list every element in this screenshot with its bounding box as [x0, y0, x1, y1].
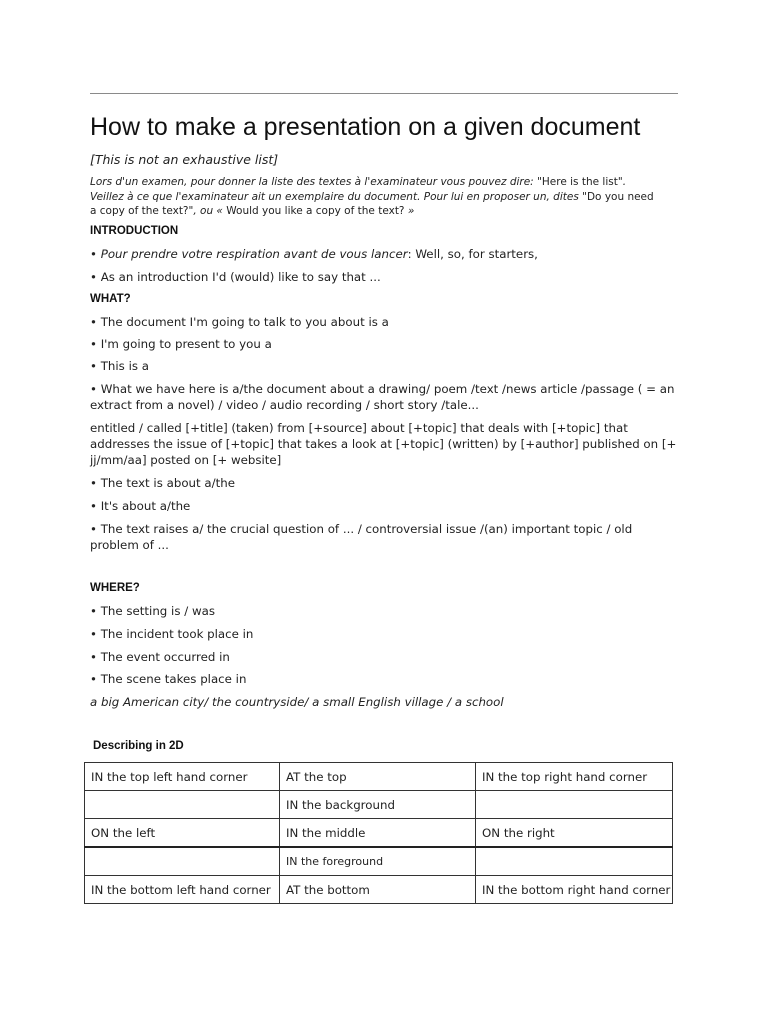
note: [This is not an exhaustive list] [90, 152, 279, 167]
intro-fr-part2: "Here is the list" [537, 176, 623, 188]
table-row [85, 819, 673, 848]
table-cell: IN the top right hand corner [476, 763, 673, 791]
intro-item-2: • As an introduction I'd (would) like to say that ... [90, 270, 381, 284]
table-cell: IN the top left hand corner [85, 763, 280, 791]
table-row [85, 876, 673, 904]
what-item-2: • I'm going to present to you a [90, 337, 272, 351]
table-cell [85, 791, 280, 819]
intro-paragraph-fr [90, 175, 660, 219]
intro-fr-part4: "Do you need a copy of the text?" [90, 190, 654, 217]
table-cell [476, 847, 673, 876]
table-row [85, 763, 673, 791]
what-item-1: • The document I'm going to talk to you about is a [90, 315, 389, 329]
intro-fr-part6: Would you like a copy of the text? [226, 205, 405, 217]
intro-fr-part1: Lors d'un examen, pour donner la liste des textes à l'examinateur vous pouvez dire: [90, 176, 538, 188]
table-cell [85, 847, 280, 876]
table-cell: IN the bottom left hand corner [85, 876, 280, 904]
table-row [85, 847, 673, 876]
table-cell: AT the top [280, 763, 476, 791]
table-title: Describing in 2D [93, 740, 184, 752]
table-cell: IN the background [280, 791, 476, 819]
heading-what: WHAT? [90, 293, 131, 305]
table-cell: AT the bottom [280, 876, 476, 904]
what-item-7: • It's about a/the [90, 499, 191, 513]
table-cell: IN the bottom right hand corner [476, 876, 673, 904]
intro-item-1 [90, 246, 680, 262]
where-item-1: • The setting is / was [90, 604, 215, 618]
table-cell: ON the right [476, 819, 673, 848]
intro-item-1-en: : Well, so, for starters, [407, 247, 538, 261]
where-examples [90, 694, 680, 710]
table-cell: IN the foreground [280, 847, 476, 876]
page-title: How to make a presentation on a given document [90, 113, 641, 141]
describing-2d-table [84, 762, 673, 904]
intro-item-1-fr: • Pour prendre votre respiration avant de vous lancer [90, 247, 408, 261]
table-row [85, 791, 673, 819]
heading-where: WHERE? [90, 582, 140, 594]
where-item-2: • The incident took place in [90, 627, 254, 641]
table-cell: ON the left [85, 819, 280, 848]
table-cell: IN the middle [280, 819, 476, 848]
what-item-8: • The text raises a/ the crucial question of ... / controversial issue /(an) important topic / old problem of ... [90, 522, 633, 552]
what-item-6: • The text is about a/the [90, 476, 235, 490]
intro-fr-part3: . Veillez à ce que l'examinateur ait un exemplaire du document. Pour lui en proposer un, dites [90, 176, 627, 203]
intro-fr-part7: » [404, 205, 415, 217]
where-examples-text: a big American city/ the countryside/ a small English village / a school [90, 695, 504, 709]
what-item-5: entitled / called [+title] (taken) from [+source] about [+topic] that deals with [+topic] that addresses the issue of [+topic] that takes a look at [+topic] (written) by [+author] published on [+ jj/mm/aa] posted on [+ website] [90, 421, 677, 467]
what-item-4: • What we have here is a/the document about a drawing/ poem /text /news article /passage ( = an extract from a novel) / video / audio recording / short story /tale... [90, 382, 675, 412]
table-cell [476, 791, 673, 819]
intro-fr-part5: , ou « [193, 205, 227, 217]
what-item-3: • This is a [90, 359, 149, 373]
heading-introduction: INTRODUCTION [90, 225, 179, 237]
top-rule [90, 93, 678, 94]
where-item-4: • The scene takes place in [90, 672, 247, 686]
where-item-3: • The event occurred in [90, 650, 230, 664]
